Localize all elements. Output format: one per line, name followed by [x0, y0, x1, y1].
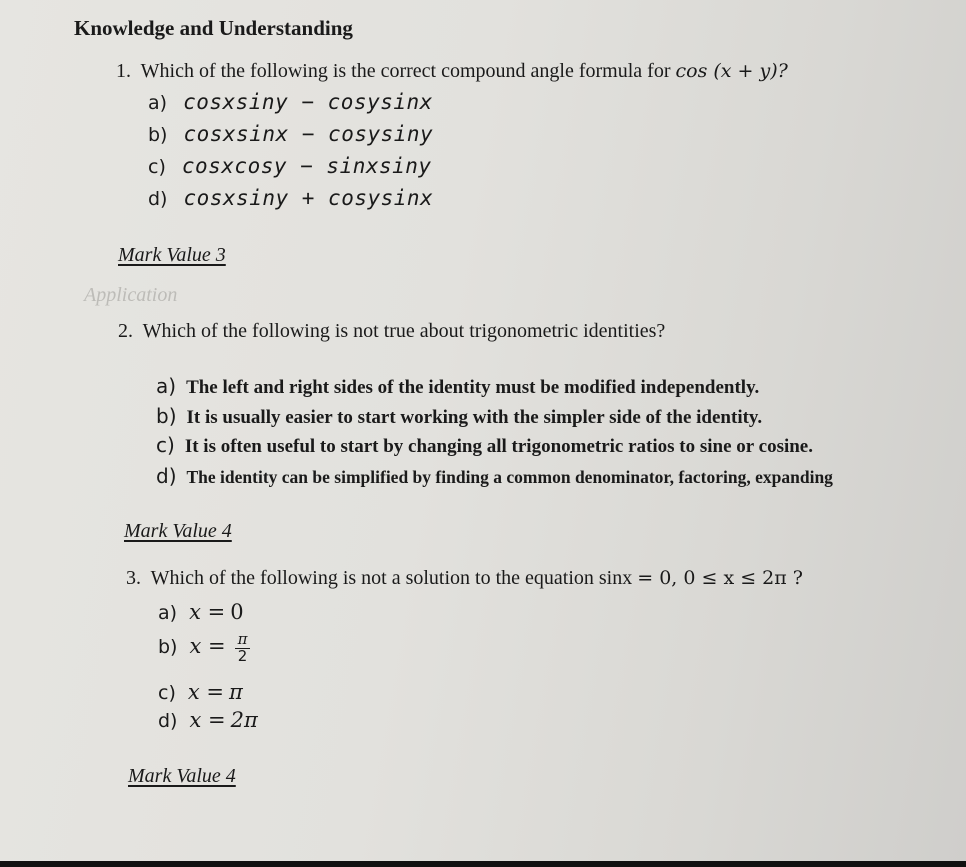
- question-3-option-a[interactable]: [158, 600, 244, 625]
- question-3-number: 3.: [126, 567, 141, 589]
- option-label: b): [158, 635, 178, 658]
- option-expression: cosxsinx − cosysiny: [183, 122, 434, 146]
- option-label: c): [158, 682, 176, 704]
- fraction-denominator: 2: [237, 646, 248, 665]
- question-3-text: Which of the following is not a solution to the equation sinx: [150, 567, 633, 589]
- option-label: d): [148, 188, 168, 210]
- question-1-mark-value: Mark Value 3: [118, 244, 226, 266]
- option-expression: cosxcosy − sinxsiny: [181, 154, 432, 178]
- bleed-through-text: Application: [84, 284, 178, 306]
- option-lhs: x =: [189, 708, 226, 732]
- question-2-option-d[interactable]: [156, 464, 833, 489]
- question-2-option-b[interactable]: [156, 404, 762, 429]
- question-1-option-d[interactable]: [148, 186, 433, 211]
- question-3-option-d[interactable]: [158, 708, 258, 733]
- question-2-number: 2.: [118, 320, 133, 342]
- option-expression: cosxsiny + cosysinx: [183, 186, 434, 210]
- option-lhs: x =: [189, 633, 226, 658]
- option-label: a): [158, 602, 178, 624]
- question-3: [126, 567, 803, 590]
- question-1-option-b[interactable]: [148, 122, 433, 147]
- question-1-option-a[interactable]: [148, 90, 433, 115]
- question-1-text: Which of the following is the correct compound angle formula for: [140, 60, 671, 82]
- question-2: [118, 320, 665, 343]
- option-label: d): [158, 710, 178, 732]
- option-text: It is often useful to start by changing all trigonometric ratios to sine or cosine.: [184, 436, 813, 457]
- option-label: c): [148, 156, 166, 178]
- option-lhs: x =: [187, 680, 224, 704]
- page-edge-shadow: [0, 861, 966, 867]
- fraction-numerator: π: [235, 632, 251, 649]
- fraction: [235, 632, 251, 665]
- option-text: The identity can be simplified by finding a common denominator, factoring, expanding: [186, 467, 833, 487]
- option-text: It is usually easier to start working with the simpler side of the identity.: [186, 407, 763, 428]
- question-1-number: 1.: [116, 60, 131, 82]
- question-2-option-a[interactable]: [156, 374, 759, 399]
- question-3-option-c[interactable]: [158, 680, 243, 705]
- option-label: b): [148, 124, 168, 146]
- question-1: [116, 60, 788, 83]
- question-3-math: = 0, 0 ≤ x ≤ 2π ?: [637, 567, 803, 589]
- option-rhs: 2π: [230, 708, 258, 732]
- option-expression: cosxsiny − cosysinx: [183, 90, 433, 114]
- option-label: a): [156, 374, 177, 398]
- option-label: d): [156, 464, 177, 488]
- option-lhs: x =: [189, 600, 226, 624]
- option-rhs: π: [228, 680, 243, 704]
- option-text: The left and right sides of the identity must be modified independently.: [186, 377, 760, 398]
- option-label: a): [148, 92, 168, 114]
- option-rhs: 0: [230, 600, 244, 624]
- question-1-option-c[interactable]: [148, 154, 432, 179]
- section-title: Knowledge and Understanding: [74, 16, 353, 40]
- question-2-option-c[interactable]: [156, 433, 813, 458]
- question-2-mark-value: Mark Value 4: [124, 520, 232, 542]
- question-3-option-b[interactable]: [158, 632, 250, 665]
- question-3-mark-value: Mark Value 4: [128, 765, 236, 787]
- question-1-math: cos (x + y)?: [675, 60, 788, 82]
- option-label: c): [156, 433, 175, 457]
- option-label: b): [156, 404, 177, 428]
- question-2-text: Which of the following is not true about trigonometric identities?: [142, 320, 666, 342]
